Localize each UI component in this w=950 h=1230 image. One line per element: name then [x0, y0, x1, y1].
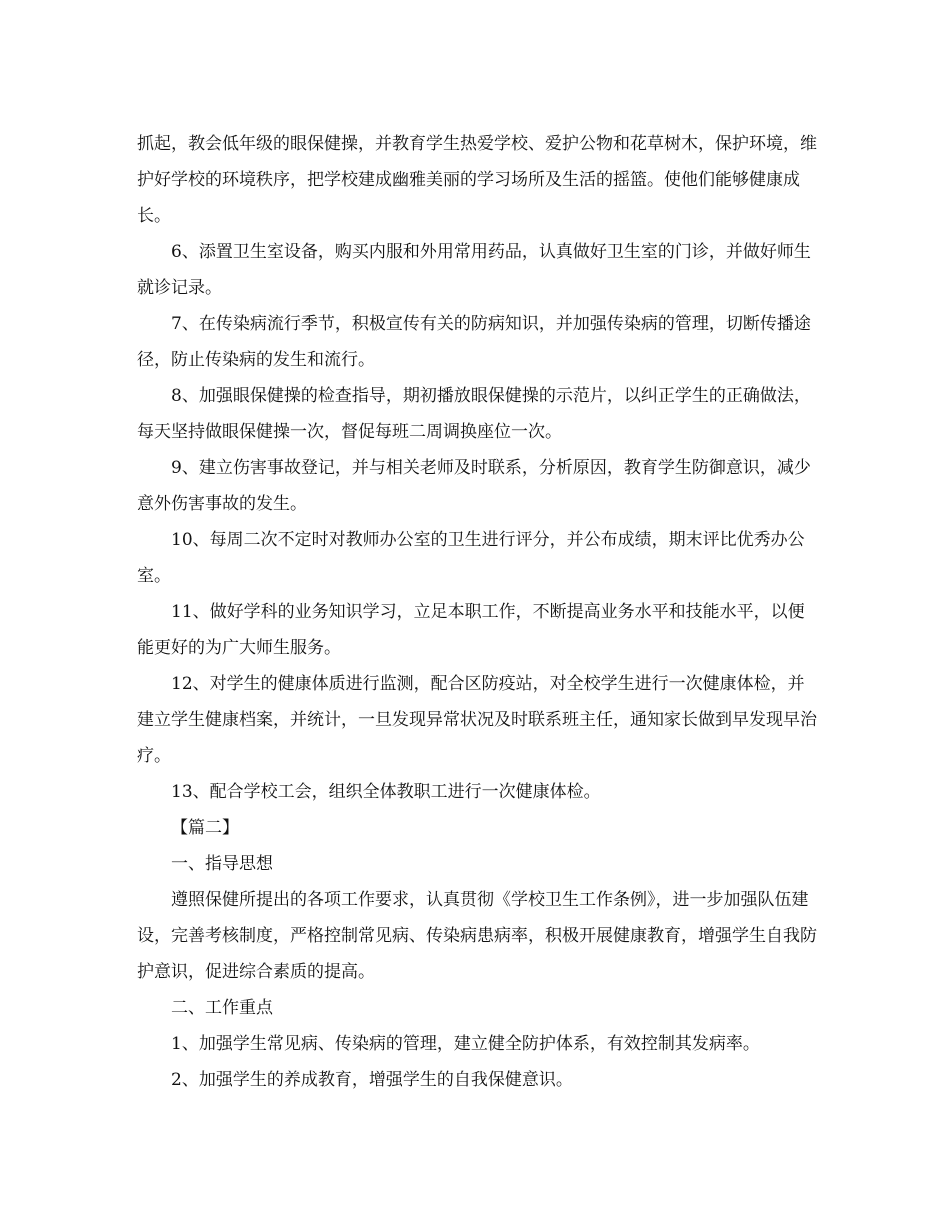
section-heading-part-two: 【篇二】 [171, 818, 239, 838]
paragraph-item-9: 9、建立伤害事故登记，并与相关老师及时联系，分析原因，教育学生防御意识，减少意外伤害事故的发生。 [137, 458, 811, 514]
paragraph-item-13: 13、配合学校工会，组织全体教职工进行一次健康体检。 [171, 782, 601, 802]
paragraph-continuation: 抓起，教会低年级的眼保健操，并教育学生热爱学校、爱护公物和花草树木，保护环境，维护好学校的环境秩序，把学校建成幽雅美丽的学习场所及生活的摇篮。使他们能够健康成长。 [137, 134, 817, 226]
paragraph-guiding-thought: 遵照保健所提出的各项工作要求，认真贯彻《学校卫生工作条例》，进一步加强队伍建设，完善考核制度，严格控制常见病、传染病患病率，积极开展健康教育，增强学生自我防护意识，促进综合素质的提高。 [137, 890, 817, 982]
paragraph-focus-1: 1、加强学生常见病、传染病的管理，建立健全防护体系，有效控制其发病率。 [171, 1034, 760, 1054]
subheading-guiding-thought: 一、指导思想 [171, 854, 273, 874]
document-body [137, 126, 820, 1098]
paragraph-item-8: 8、加强眼保健操的检查指导，期初播放眼保健操的示范片，以纠正学生的正确做法，每天坚持做眼保健操一次，督促每班二周调换座位一次。 [137, 386, 811, 442]
paragraph-item-7: 7、在传染病流行季节，积极宣传有关的防病知识，并加强传染病的管理，切断传播途径，防止传染病的发生和流行。 [137, 314, 811, 370]
paragraph-item-11: 11、做好学科的业务知识学习，立足本职工作，不断提高业务水平和技能水平，以便能更好的为广大师生服务。 [137, 602, 805, 658]
paragraph-item-6: 6、添置卫生室设备，购买内服和外用常用药品，认真做好卫生室的门诊，并做好师生就诊记录。 [137, 242, 811, 298]
subheading-work-focus: 二、工作重点 [171, 998, 273, 1018]
paragraph-item-12: 12、对学生的健康体质进行监测，配合区防疫站，对全校学生进行一次健康体检，并建立学生健康档案，并统计，一旦发现异常状况及时联系班主任，通知家长做到早发现早治疗。 [137, 674, 817, 766]
paragraph-focus-2: 2、加强学生的养成教育，增强学生的自我保健意识。 [171, 1070, 573, 1090]
paragraph-item-10: 10、每周二次不定时对教师办公室的卫生进行评分，并公布成绩，期末评比优秀办公室。 [137, 530, 805, 586]
